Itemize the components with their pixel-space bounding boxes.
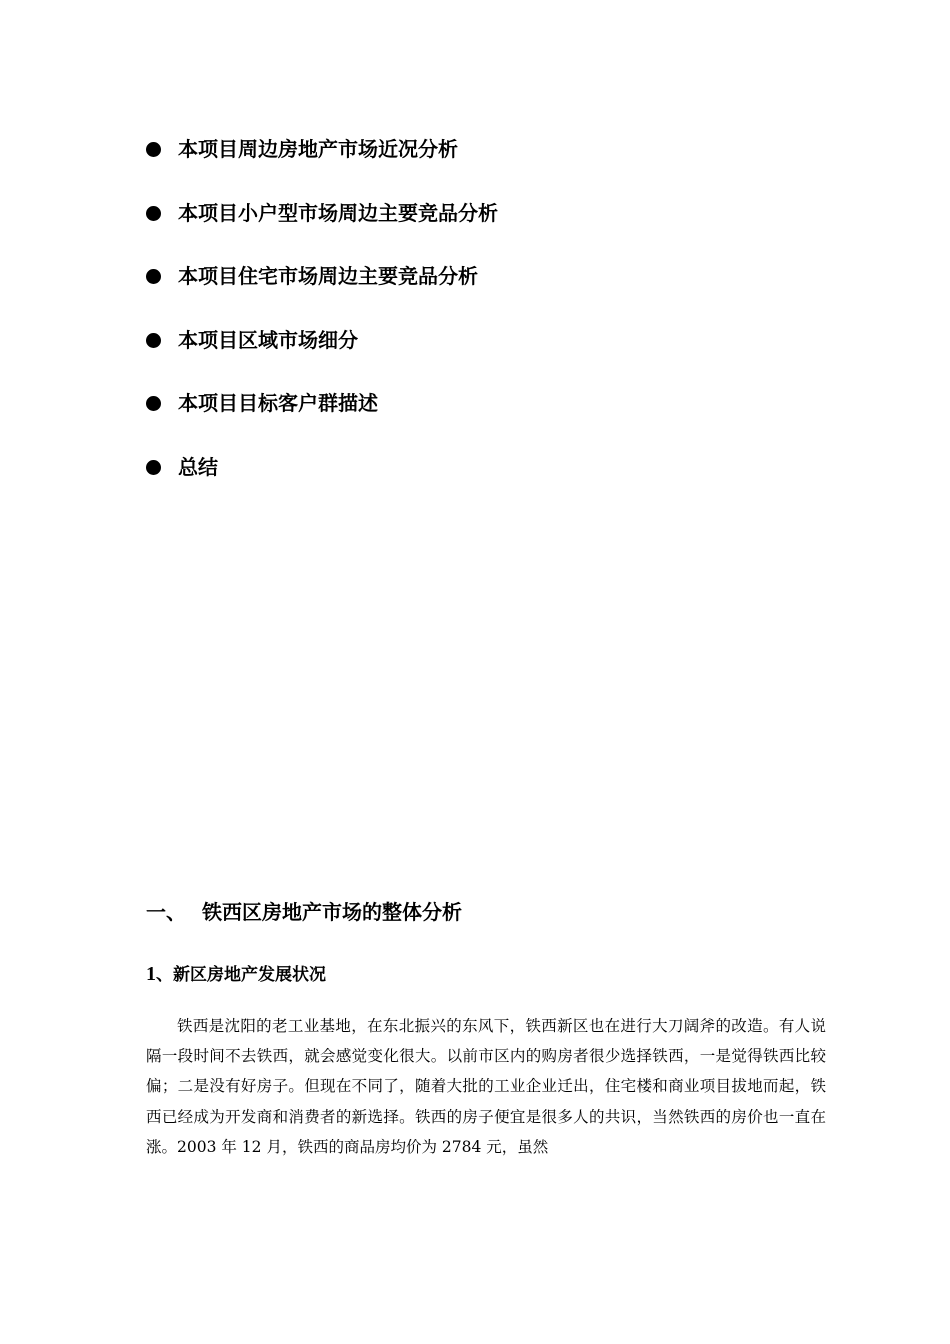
toc-item-label: 本项目区域市场细分 <box>178 327 358 352</box>
toc-item-label: 总结 <box>178 454 218 479</box>
subsection-title: 、新区房地产发展状况 <box>156 965 326 985</box>
toc-item-label: 本项目小户型市场周边主要竞品分析 <box>178 200 498 225</box>
table-of-contents <box>146 132 498 513</box>
toc-item <box>146 259 498 323</box>
bullet-icon <box>146 269 161 284</box>
section-title: 铁西区房地产市场的整体分析 <box>202 900 462 924</box>
toc-item-label: 本项目目标客户群描述 <box>178 391 378 415</box>
toc-item-label: 本项目周边房地产市场近况分析 <box>178 137 458 161</box>
toc-item <box>146 386 498 450</box>
toc-item <box>146 132 498 196</box>
bullet-icon <box>146 460 161 475</box>
toc-item <box>146 450 498 514</box>
subsection-heading <box>146 960 326 989</box>
subsection-number: 1 <box>146 963 156 985</box>
toc-item <box>146 323 498 387</box>
section-heading <box>146 897 462 927</box>
bullet-icon <box>146 333 161 348</box>
bullet-icon <box>146 206 161 221</box>
toc-item <box>146 196 498 260</box>
section-number: 一、 <box>146 900 186 924</box>
body-paragraph: 铁西是沈阳的老工业基地，在东北振兴的东风下，铁西新区也在进行大刀阔斧的改造。有人说隔一段时间不去铁西，就会感觉变化很大。以前市区内的购房者很少选择铁西，一是觉得铁西比较偏；二是没有好房子。但现在不同了，随着大批的工业企业迁出，住宅楼和商业项目拔地而起，铁西已经成为开发商和消费者的新选择。铁西的房子便宜是很多人的共识，当然铁西的房价也一直在涨。2003 年 12 月，铁西的商品房均价为 2784 元，虽然 <box>146 1017 826 1156</box>
toc-item-label: 本项目住宅市场周边主要竞品分析 <box>178 264 478 288</box>
bullet-icon <box>146 396 161 411</box>
bullet-icon <box>146 142 161 157</box>
